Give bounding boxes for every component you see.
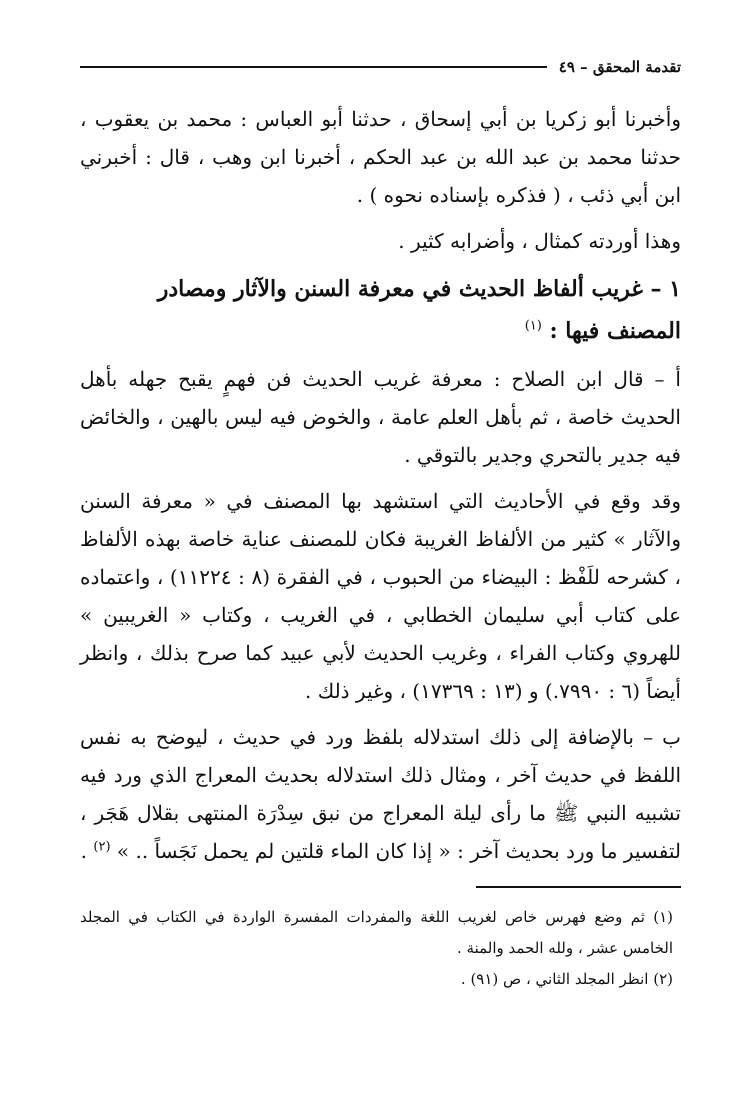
footnote-1: (١) ثم وضع فهرس خاص لغريب اللغة والمفردات المفسرة الواردة في الكتاب في المجلد الخامس عشر ، ولله الحمد والمنة . xyxy=(80,908,673,957)
footnote-2: (٢) انظر المجلد الثاني ، ص (٩١) . xyxy=(460,970,673,988)
paragraph-example-note: وهذا أوردته كمثال ، وأضرابه كثير . xyxy=(398,229,681,253)
footnote-rule xyxy=(476,886,681,888)
paragraph-isnad: وأخبرنا أبو زكريا بن أبي إسحاق ، حدثنا أبو العباس : محمد بن يعقوب ، حدثنا محمد بن عبد الله بن عبد الحكم ، أخبرنا ابن وهب ، قال : أخبرني ابن أبي ذئب ، ( فذكره بإسناده نحوه ) . xyxy=(80,107,681,207)
paragraph-mi-raj-text: ب – بالإضافة إلى ذلك استدلاله بلفظ ورد في حديث ، ليوضح به نفس اللفظ في حديث آخر ، ومثال ذلك استدلاله بحديث المعراج الذي ورد فيه تشبيه النبي ﷺ ما رأى ليلة المعراج من نبق سِدْرَة المنتهى بقلال هَجَر ، لتفسير ما ورد بحديث آخر : « إذا كان الماء قلتين لم يحمل نَجَساً .. » xyxy=(80,725,681,863)
paragraph-ibn-salah: أ – قال ابن الصلاح : معرفة غريب الحديث فن فهمٍ يقبح جهله بأهل الحديث خاصة ، ثم بأهل العلم عامة ، والخوض فيه ليس بالهين ، والخائض فيه جدير بالتحري وجدير بالتوقي . xyxy=(80,367,681,467)
paragraph-mi-raj xyxy=(80,718,681,870)
section-heading xyxy=(80,268,681,352)
footnote-ref-2[interactable]: (٢) xyxy=(93,839,111,855)
paragraph-gharib-examples: وقد وقع في الأحاديث التي استشهد بها المصنف في « معرفة السنن والآثار » كثير من الألفاظ الغريبة فكان للمصنف عناية خاصة بهذه الألفاظ ، كشرحه للَفْظ : البيضاء من الحبوب ، في الفقرة (٨ : ١١٢٢٤) ، واعتماده على كتاب أبي سليمان الخطابي ، في الغريب ، وكتاب « الغريبين » للهروي وكتاب الفراء ، وغريب الحديث لأبي عبيد كما صرح بذلك ، وانظر أيضاً (٦ : ٧٩٩٠.) و (١٣ : ١٧٣٦٩) ، وغير ذلك . xyxy=(80,489,682,703)
section-heading-text: ١ – غريب ألفاظ الحديث في معرفة السنن والآثار ومصادر المصنف فيها : xyxy=(157,276,681,344)
header-rule xyxy=(80,66,547,68)
paragraph-mi-raj-end: . xyxy=(80,839,94,863)
book-page xyxy=(80,58,681,1070)
running-head-title: تقدمة المحقق – ٤٩ xyxy=(558,58,681,76)
running-head xyxy=(80,58,681,76)
footnote-ref-1[interactable]: (١) xyxy=(524,318,542,334)
